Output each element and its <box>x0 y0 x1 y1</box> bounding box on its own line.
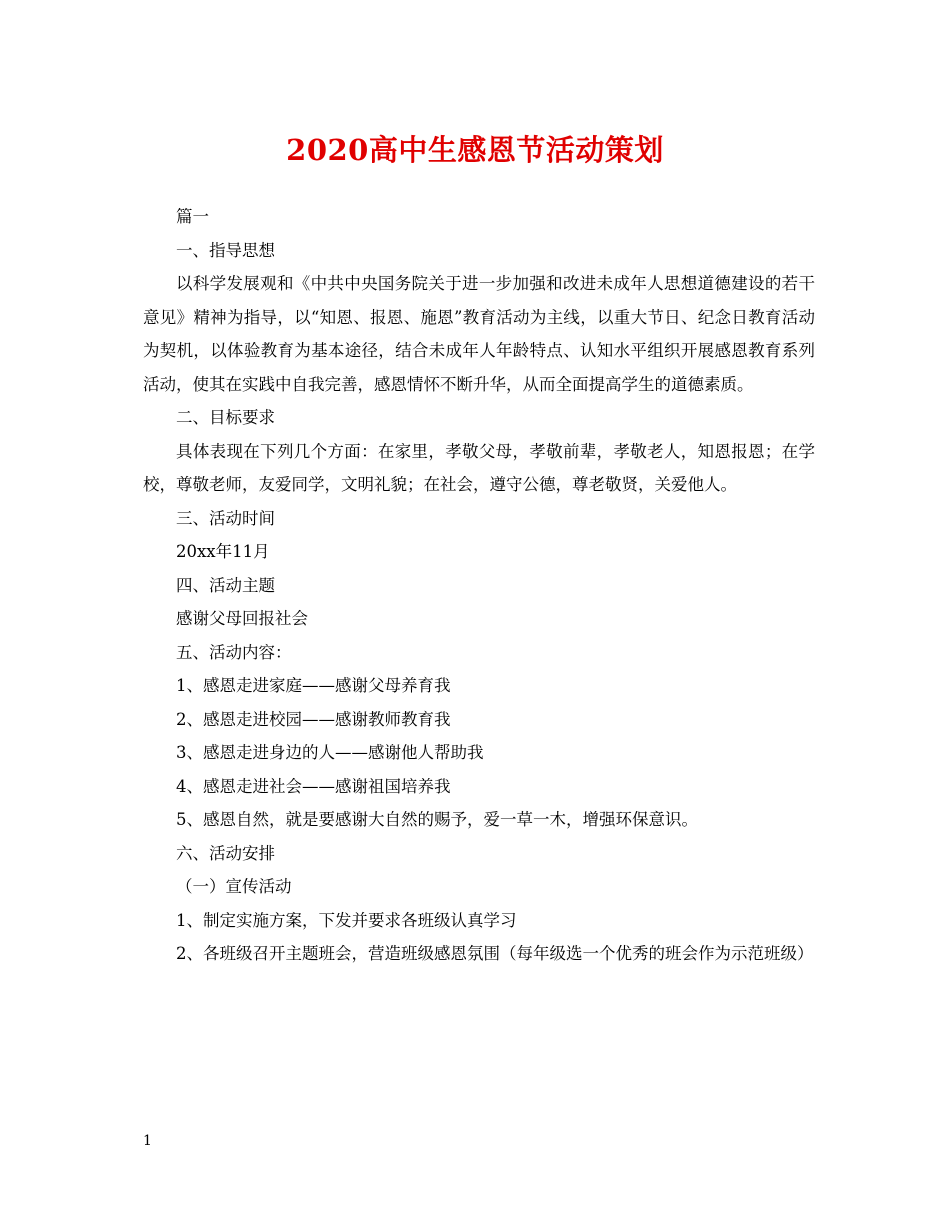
paragraph-activity-time: 20xx年11月 <box>176 542 270 561</box>
section-label: 篇一 <box>176 207 209 226</box>
page-number: 1 <box>143 1133 152 1149</box>
list-item: 2、各班级召开主题班会，营造班级感恩氛围（每年级选一个优秀的班会作为示范班级） <box>176 944 814 963</box>
subheading-publicity: （一）宣传活动 <box>176 877 292 896</box>
list-item: 4、感恩走进社会——感谢祖国培养我 <box>176 776 451 796</box>
list-item: 5、感恩自然，就是要感谢大自然的赐予，爱一草一木，增强环保意识。 <box>176 810 698 829</box>
heading-activity-arrangement: 六、活动安排 <box>176 843 275 863</box>
heading-goal-requirements: 二、目标要求 <box>176 408 275 427</box>
list-item: 1、制定实施方案，下发并要求各班级认真学习 <box>176 910 517 930</box>
list-item: 2、感恩走进校园——感谢教师教育我 <box>176 709 451 729</box>
document-body <box>143 200 815 971</box>
list-item: 1、感恩走进家庭——感谢父母养育我 <box>176 676 451 695</box>
paragraph-activity-theme: 感谢父母回报社会 <box>176 609 308 628</box>
heading-activity-theme: 四、活动主题 <box>176 575 275 595</box>
paragraph-guiding-thought: 以科学发展观和《中共中央国务院关于进一步加强和改进未成年人思想道德建设的若干意见》精神为指导，以“知恩、报恩、施恩”教育活动为主线，以重大节日、纪念日教育活动为契机，以体验教育为基本途径，结合未成年人年龄特点、认知水平组织开展感恩教育系列活动，使其在实践中自我完善，感恩情怀不断升华，从而全面提高学生的道德素质。 <box>143 274 815 394</box>
heading-activity-content: 五、活动内容： <box>176 642 292 662</box>
list-item: 3、感恩走进身边的人——感谢他人帮助我 <box>176 743 484 762</box>
heading-guiding-thought: 一、指导思想 <box>176 240 275 260</box>
heading-activity-time: 三、活动时间 <box>176 508 275 528</box>
document-title: 2020高中生感恩节活动策划 <box>286 133 664 167</box>
paragraph-goal-requirements: 具体表现在下列几个方面：在家里，孝敬父母，孝敬前辈，孝敬老人，知恩报恩；在学校，尊敬老师，友爱同学，文明礼貌；在社会，遵守公德，尊老敬贤，关爱他人。 <box>143 441 815 494</box>
